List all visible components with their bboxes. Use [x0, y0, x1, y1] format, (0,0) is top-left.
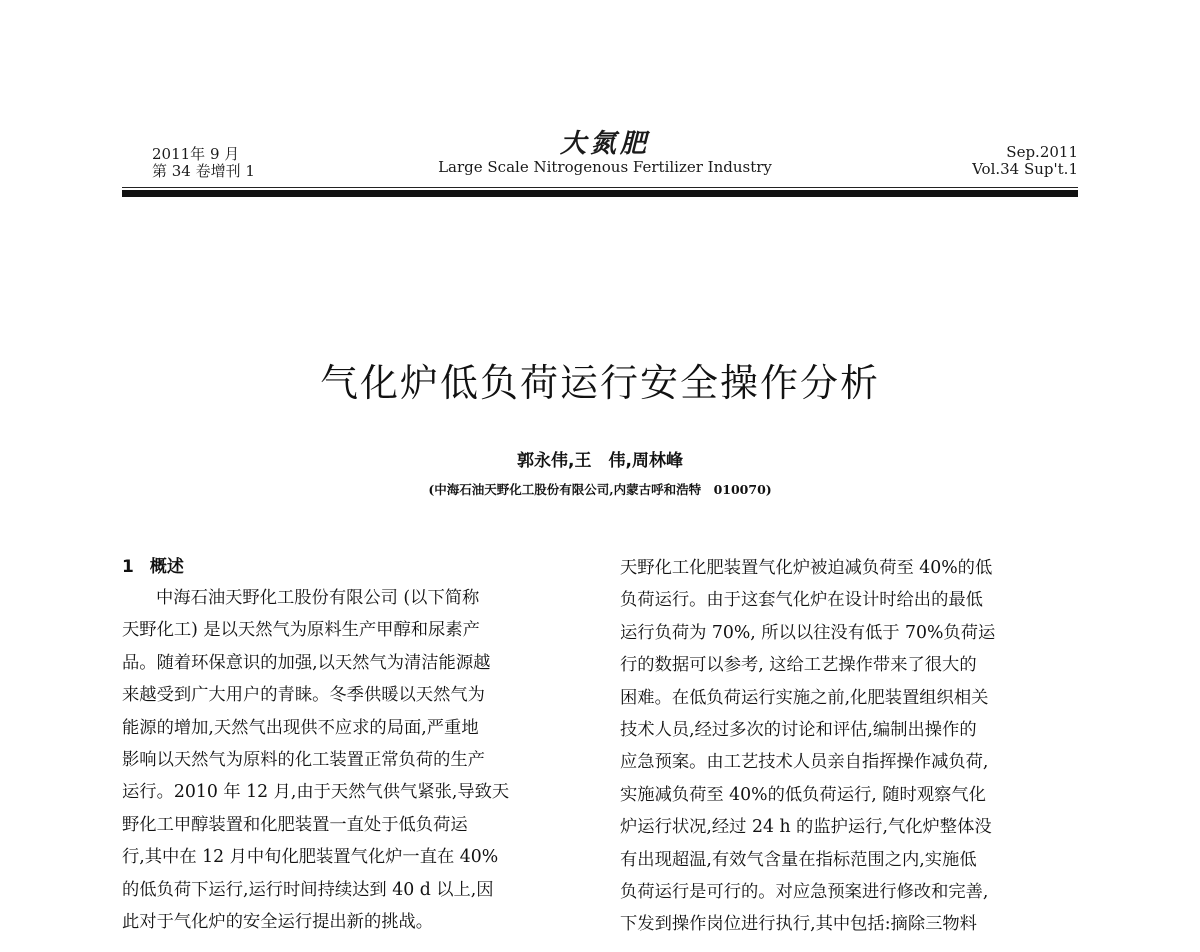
journal-masthead	[420, 130, 790, 176]
text-line: 困难。在低负荷运行实施之前,化肥装置组织相关	[620, 687, 989, 708]
text-line: 有出现超温,有效气含量在指标范围之内,实施低	[620, 849, 977, 870]
text-line: 品。随着环保意识的加强,以天然气为清洁能源越	[122, 652, 491, 673]
article-authors: 郭永伟,王 伟,周林峰	[517, 451, 683, 471]
section-heading	[122, 552, 580, 582]
text-line: 的低负荷下运行,运行时间持续达到 40 d 以上,因	[122, 879, 494, 900]
text-line: 行的数据可以参考, 这给工艺操作带来了很大的	[620, 655, 977, 676]
body-column-left	[122, 552, 580, 938]
header-rule-thin	[122, 187, 1078, 188]
header-volume: 第 34 卷增刊 1	[152, 162, 255, 180]
text-line: 实施减负荷至 40%的低负荷运行, 随时观察气化	[620, 784, 986, 805]
text-line: 技术人员,经过多次的讨论和评估,编制出操作的	[620, 720, 977, 741]
header-date: 2011年 9 月	[152, 145, 240, 163]
text-line: 中海石油天野化工股份有限公司 (以下简称	[156, 588, 480, 608]
journal-name-en: Large Scale Nitrogenous Fertilizer Industry	[438, 158, 772, 176]
header-issue	[972, 144, 1078, 178]
text-line: 炉运行状况,经过 24 h 的监护运行,气化炉整体没	[620, 817, 992, 838]
header-issue-date: Sep.2011	[1006, 143, 1078, 161]
paragraph-right	[620, 552, 1078, 941]
text-line: 此对于气化炉的安全运行提出新的挑战。	[122, 912, 434, 933]
section-number: 1	[122, 557, 134, 577]
paragraph-left	[122, 582, 580, 938]
article-affiliation: (中海石油天野化工股份有限公司,内蒙古呼和浩特 010070)	[428, 482, 772, 497]
text-line: 负荷运行。由于这套气化炉在设计时给出的最低	[620, 590, 983, 611]
text-line: 来越受到广大用户的青睐。冬季供暖以天然气为	[122, 685, 485, 706]
text-line: 能源的增加,天然气出现供不应求的局面,严重地	[122, 717, 479, 738]
text-line: 下发到操作岗位进行执行,其中包括:摘除三物料	[620, 914, 977, 935]
header-issue-volume: Vol.34 Sup't.1	[972, 160, 1078, 178]
article-title: 气化炉低负荷运行安全操作分析	[319, 361, 880, 405]
header-date-volume	[152, 146, 255, 180]
text-line: 野化工甲醇装置和化肥装置一直处于低负荷运	[122, 814, 468, 835]
text-line: 天野化工) 是以天然气为原料生产甲醇和尿素产	[122, 620, 480, 641]
section-title: 概述	[149, 557, 184, 577]
text-line: 负荷运行是可行的。对应急预案进行修改和完善,	[620, 882, 989, 903]
body-column-right	[620, 552, 1078, 941]
text-line: 运行。2010 年 12 月,由于天然气供气紧张,导致天	[122, 782, 510, 803]
text-line: 影响以天然气为原料的化工装置正常负荷的生产	[122, 750, 485, 771]
journal-logo-cn: 大氮肥	[559, 129, 650, 159]
text-line: 运行负荷为 70%, 所以以往没有低于 70%负荷运	[620, 622, 996, 643]
text-line: 行,其中在 12 月中旬化肥装置气化炉一直在 40%	[122, 847, 499, 868]
header-rule-thick	[122, 190, 1078, 197]
text-line: 天野化工化肥装置气化炉被迫减负荷至 40%的低	[620, 558, 993, 578]
text-line: 应急预案。由工艺技术人员亲自指挥操作减负荷,	[620, 752, 989, 773]
